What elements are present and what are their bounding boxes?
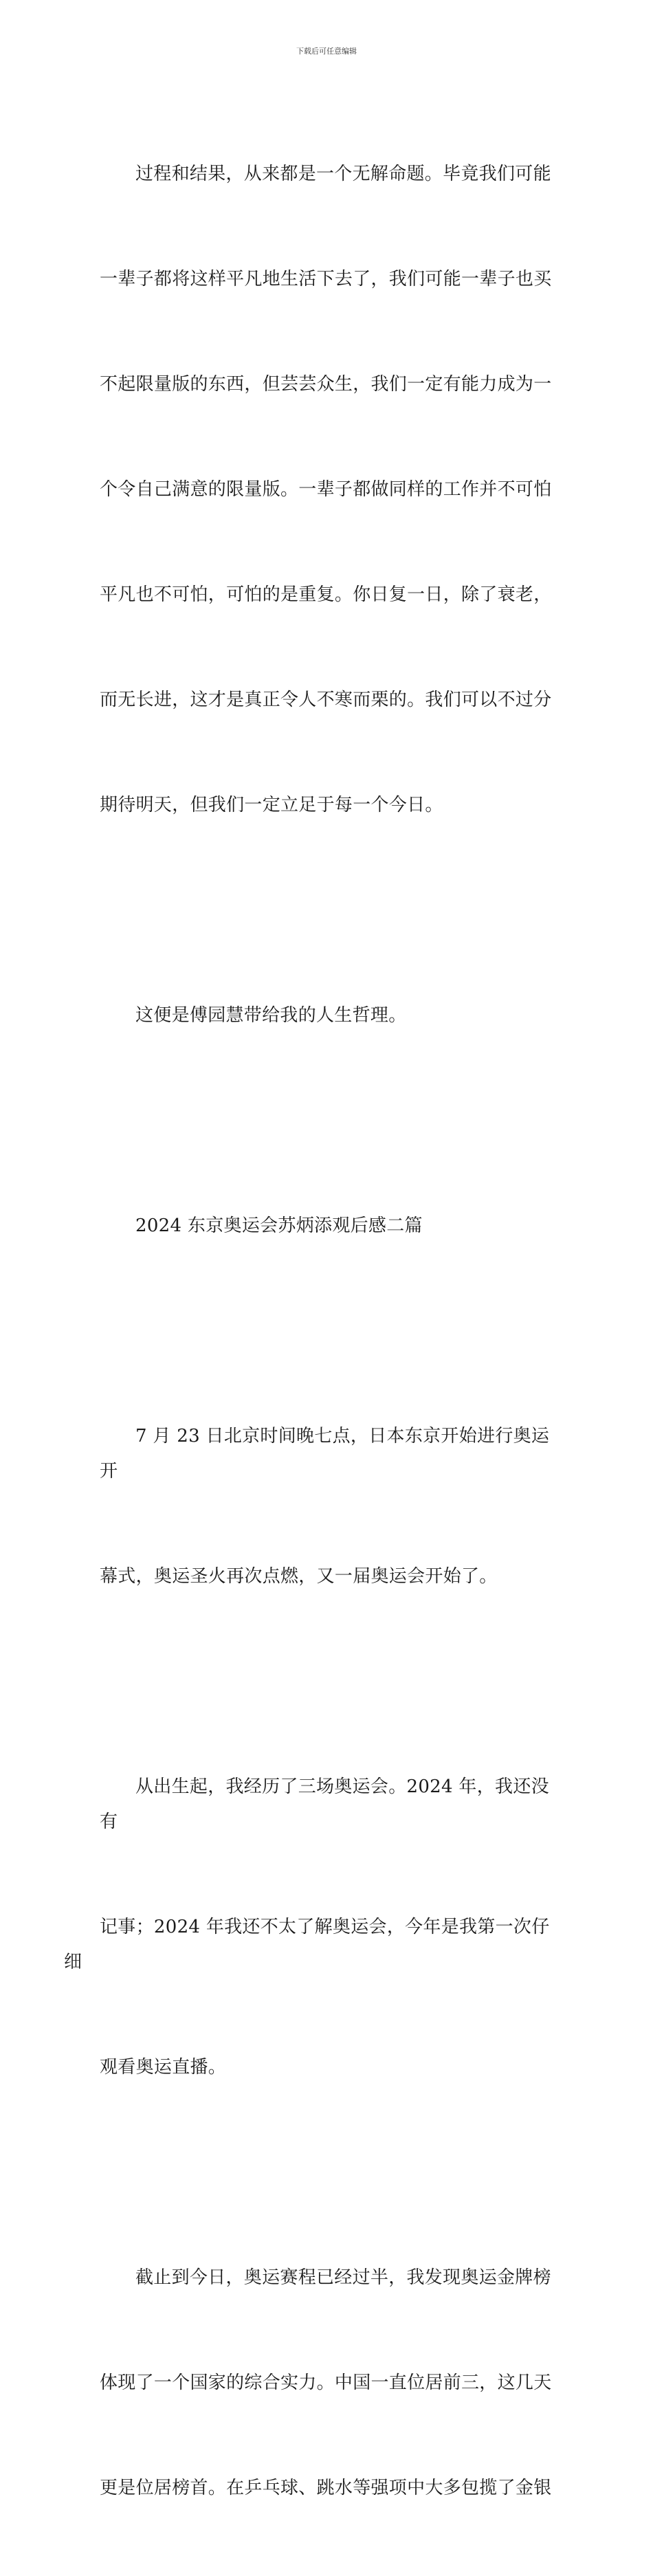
text-line: 幕式，奥运圣火再次点燃，又一届奥运会开始了。	[100, 1566, 498, 1587]
text-line: 不起限量版的东西，但芸芸众生，我们一定有能力成为一	[100, 374, 552, 395]
section-title	[100, 1138, 555, 1314]
text-line: 一辈子都将这样平凡地生活下去了，我们可能一辈子也买	[100, 269, 552, 289]
page-header: 下载后可任意编辑	[296, 47, 357, 56]
text-line: 7 月 23 日北京时间晚七点，日本东京开始进行奥运开	[100, 1426, 550, 1482]
paragraph-conclusion	[100, 928, 555, 1103]
text-line: 这便是傅园慧带给我的人生哲理。	[135, 1005, 407, 1026]
text-line: 截止到今日，奥运赛程已经过半，我发现奥运金牌榜	[135, 2267, 551, 2288]
text-line: 过程和结果，从来都是一个无解命题。毕竟我们可能	[135, 164, 551, 184]
text-line: 2024 东京奥运会苏炳添观后感二篇	[135, 1215, 423, 1236]
paragraph-reflection	[100, 87, 555, 893]
text-line: 个令自己满意的限量版。一辈子都做同样的工作并不可怕	[100, 479, 552, 500]
text-line: 从出生起，我经历了三场奥运会。2024 年，我还没有	[100, 1776, 549, 1832]
text-line: 观看奥运直播。	[100, 2057, 227, 2078]
text-line: 记事；2024 年我还不太了解奥运会，今年是我第一次仔细	[64, 1917, 550, 1972]
paragraph-olympics-experience	[64, 1699, 555, 2155]
text-line: 而无长进，这才是真正令人不寒而栗的。我们可以不过分	[100, 690, 552, 710]
text-line: 体现了一个国家的综合实力。中国一直位居前三，这几天	[100, 2373, 552, 2393]
text-line: 期待明天，但我们一定立足于每一个今日。	[100, 795, 443, 815]
text-line: 平凡也不可怕，可怕的是重复。你日复一日，除了衰老，	[100, 584, 552, 605]
paragraph-opening-ceremony	[100, 1349, 555, 1664]
text-line: 更是位居榜首。在乒乓球、跳水等强项中大多包揽了金银	[100, 2478, 552, 2498]
document-body	[64, 87, 555, 2576]
paragraph-medal-table	[100, 2190, 555, 2576]
